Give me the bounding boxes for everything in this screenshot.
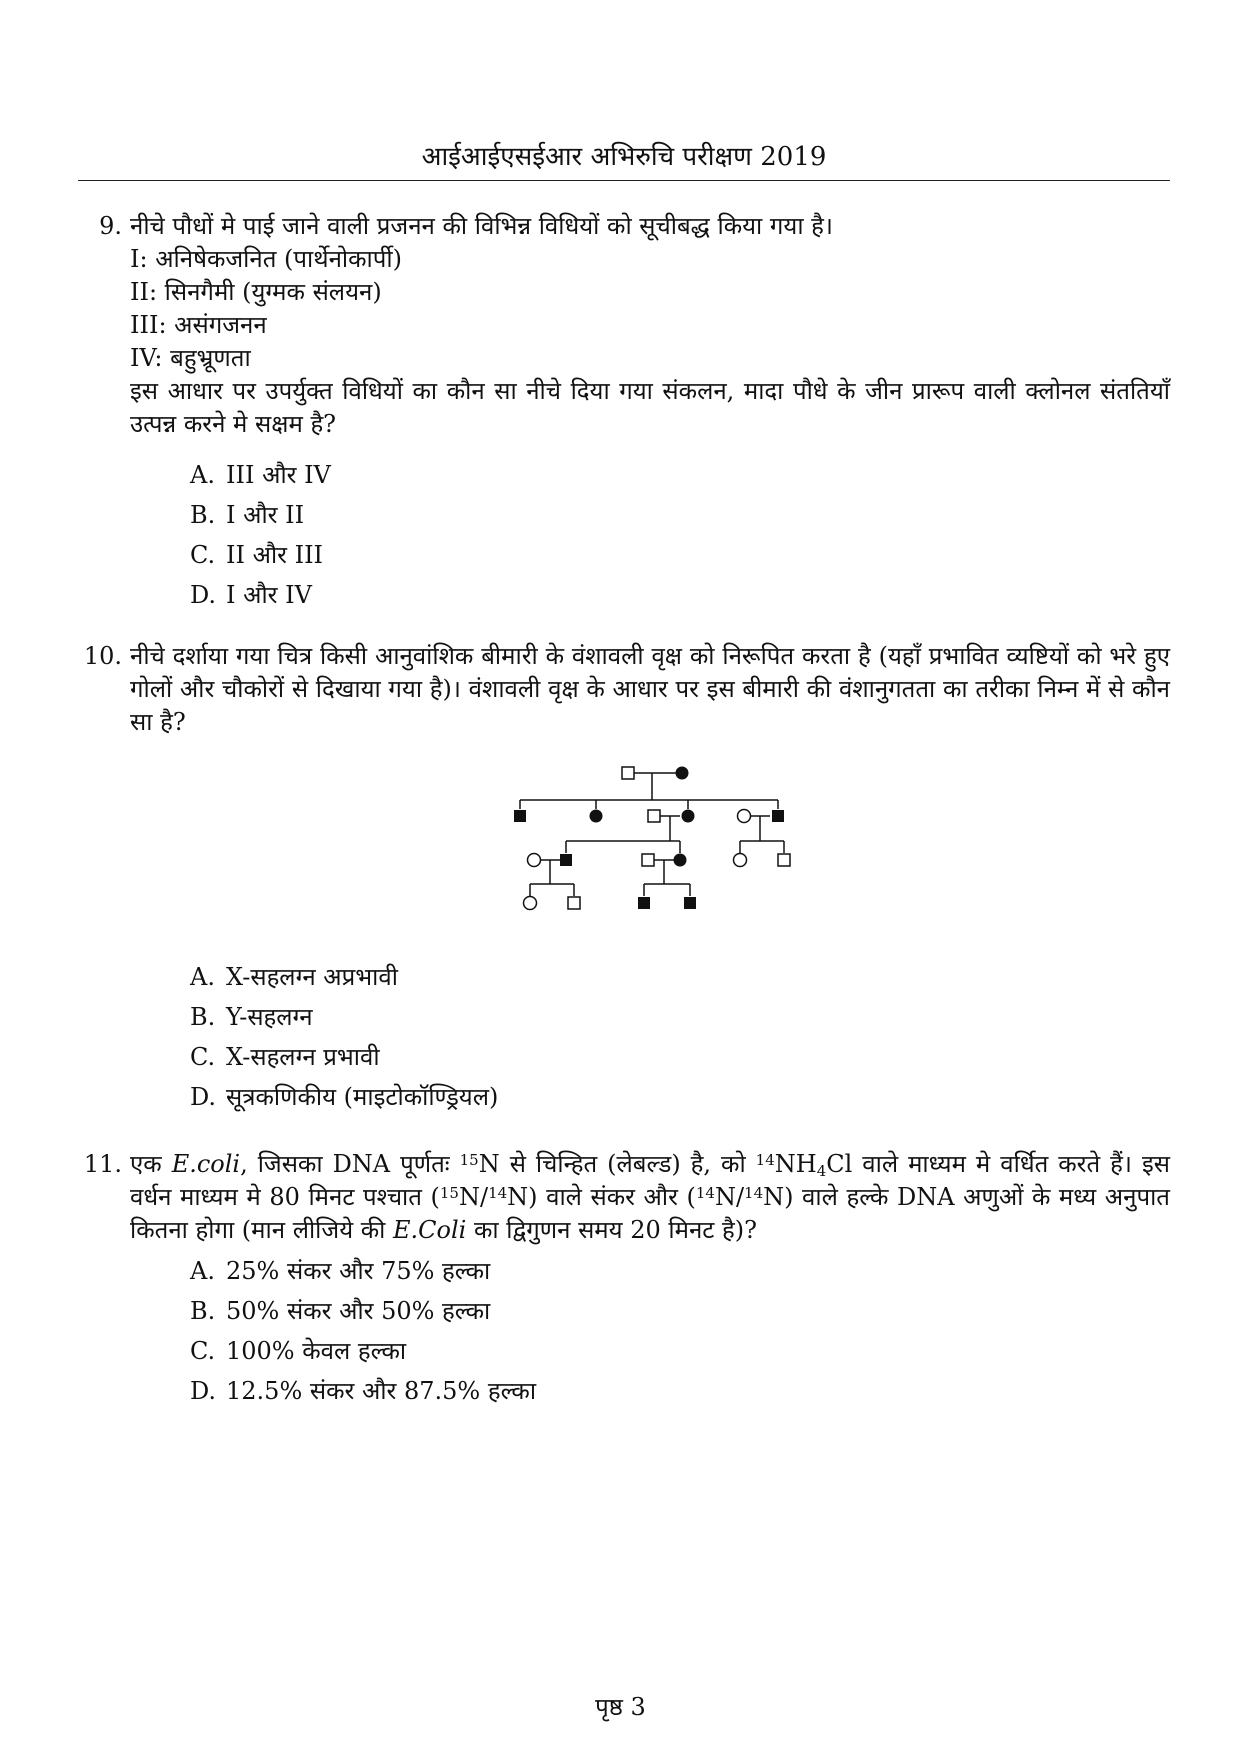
unaffected-male bbox=[778, 854, 790, 866]
affected-female bbox=[682, 810, 695, 823]
option-text: III और IV bbox=[226, 461, 331, 489]
question-text-continued: इस आधार पर उपर्युक्त विधियों का कौन सा नीचे दिया गया संकलन, मादा पौधे के जीन प्रारूप वाली क्लोनल संततियाँ उत्पन्न करने मे सक्षम है? bbox=[130, 377, 1170, 438]
option-text: 12.5% संकर और 87.5% हल्का bbox=[226, 1377, 537, 1405]
organism-name: E.Coli bbox=[393, 1216, 467, 1244]
isotope-superscript: 14 bbox=[488, 1184, 508, 1202]
statement-list bbox=[130, 243, 1170, 375]
affected-male bbox=[772, 810, 784, 822]
organism-name: E.coli bbox=[171, 1150, 241, 1178]
text-run: Cl वाले माध्यम मे वर्धित करते हैं। इस वर्धन माध्यम मे 80 मिनट पश्चात ( bbox=[130, 1150, 1170, 1211]
page-header-title: आईआईएसईआर अभिरुचि परीक्षण 2019 bbox=[421, 142, 827, 172]
question-11 bbox=[78, 1148, 1170, 1411]
text-run: N/ bbox=[458, 1183, 489, 1211]
formula-subscript: 4 bbox=[816, 1162, 827, 1180]
option-text: सूत्रकणिकीय (माइटोकॉण्ड्रियल) bbox=[226, 1083, 499, 1111]
option-text: I और II bbox=[226, 501, 305, 529]
text-run: N से चिन्हित (लेबल्ड) है, को bbox=[478, 1150, 756, 1178]
question-10 bbox=[78, 640, 1170, 1117]
option-text: X-सहलग्न अप्रभावी bbox=[226, 963, 398, 991]
text-run: N/ bbox=[714, 1183, 745, 1211]
unaffected-female bbox=[734, 854, 747, 867]
option-b bbox=[190, 1291, 1170, 1331]
affected-female bbox=[590, 810, 603, 823]
option-letter: A. bbox=[190, 1257, 215, 1285]
options-list bbox=[190, 455, 1170, 615]
option-a bbox=[190, 957, 1170, 997]
statement-item: III: असंगजनन bbox=[130, 311, 267, 339]
affected-male bbox=[560, 854, 572, 866]
question-text bbox=[130, 1148, 1170, 1247]
text-run: , जिसका DNA पूर्णतः bbox=[240, 1150, 460, 1178]
option-text: 25% संकर और 75% हल्का bbox=[226, 1257, 491, 1285]
text-run: का द्विगुणन समय 20 मिनट है)? bbox=[466, 1216, 757, 1244]
option-b bbox=[190, 495, 1170, 535]
unaffected-female bbox=[738, 810, 751, 823]
option-c bbox=[190, 1331, 1170, 1371]
option-letter: B. bbox=[190, 1297, 216, 1325]
option-d bbox=[190, 1077, 1170, 1117]
option-letter: C. bbox=[190, 1337, 216, 1365]
header-rule bbox=[78, 180, 1170, 181]
affected-male bbox=[684, 897, 696, 909]
text-run: N) वाले हल्के DNA अणुओं के मध्य अनुपात कितना होगा (मान लीजिये की bbox=[130, 1183, 1170, 1244]
option-text: Y-सहलग्न bbox=[226, 1003, 313, 1031]
question-text: नीचे दर्शाया गया चित्र किसी आनुवांशिक बीमारी के वंशावली वृक्ष को निरूपित करता है (यहाँ प्रभावित व्यष्टियों को भरे हुए गोलों और चौकोरों से दिखाया गया है)। वंशावली वृक्ष के आधार पर इस बीमारी की वंशानुगतता का तरीका निम्न में से कौन सा है? bbox=[130, 642, 1170, 736]
option-text: 100% केवल हल्का bbox=[226, 1337, 407, 1365]
option-a bbox=[190, 1251, 1170, 1291]
question-9 bbox=[78, 210, 1170, 615]
unaffected-male bbox=[642, 854, 654, 866]
option-a bbox=[190, 455, 1170, 495]
affected-female bbox=[676, 767, 689, 780]
option-letter: D. bbox=[190, 1377, 217, 1405]
option-b bbox=[190, 997, 1170, 1037]
statement-item: IV: बहुभ्रूणता bbox=[130, 344, 251, 372]
question-number: 10. bbox=[83, 642, 122, 670]
affected-female bbox=[674, 854, 687, 867]
question-number: 11. bbox=[83, 1150, 122, 1178]
unaffected-male bbox=[568, 897, 580, 909]
option-d bbox=[190, 1371, 1170, 1411]
isotope-superscript: 14 bbox=[744, 1184, 764, 1202]
option-c bbox=[190, 535, 1170, 575]
text-run: एक bbox=[130, 1150, 172, 1178]
question-text: नीचे पौधों मे पाई जाने वाली प्रजनन की विभिन्न विधियों को सूचीबद्ध किया गया है। bbox=[130, 212, 834, 240]
text-run: NH bbox=[774, 1150, 817, 1178]
option-d bbox=[190, 575, 1170, 615]
text-run: N) वाले संकर और ( bbox=[507, 1183, 696, 1211]
option-letter: B. bbox=[190, 1003, 216, 1031]
option-letter: C. bbox=[190, 1043, 216, 1071]
option-text: X-सहलग्न प्रभावी bbox=[226, 1043, 380, 1071]
isotope-superscript: 15 bbox=[439, 1184, 459, 1202]
unaffected-female bbox=[528, 854, 541, 867]
affected-male bbox=[514, 810, 526, 822]
statement-item: I: अनिषेकजनित (पार्थेनोकार्पी) bbox=[130, 245, 402, 273]
option-letter: A. bbox=[190, 461, 215, 489]
option-text: II और III bbox=[226, 541, 324, 569]
isotope-superscript: 14 bbox=[755, 1151, 775, 1169]
unaffected-male bbox=[648, 810, 660, 822]
option-text: 50% संकर और 50% हल्का bbox=[226, 1297, 491, 1325]
option-letter: C. bbox=[190, 541, 216, 569]
unaffected-male bbox=[622, 767, 634, 779]
question-number: 9. bbox=[99, 212, 122, 240]
isotope-superscript: 15 bbox=[459, 1151, 479, 1169]
isotope-superscript: 14 bbox=[695, 1184, 715, 1202]
affected-male bbox=[638, 897, 650, 909]
page-number: पृष्ठ 3 bbox=[595, 1693, 646, 1721]
option-letter: A. bbox=[190, 963, 215, 991]
unaffected-female bbox=[524, 897, 537, 910]
option-letter: D. bbox=[190, 1083, 217, 1111]
option-letter: D. bbox=[190, 581, 217, 609]
pedigree-diagram bbox=[458, 761, 798, 931]
option-c bbox=[190, 1037, 1170, 1077]
option-text: I और IV bbox=[226, 581, 312, 609]
options-list bbox=[190, 957, 1170, 1117]
option-letter: B. bbox=[190, 501, 216, 529]
options-list bbox=[190, 1251, 1170, 1411]
statement-item: II: सिनगैमी (युग्मक संलयन) bbox=[130, 278, 382, 306]
